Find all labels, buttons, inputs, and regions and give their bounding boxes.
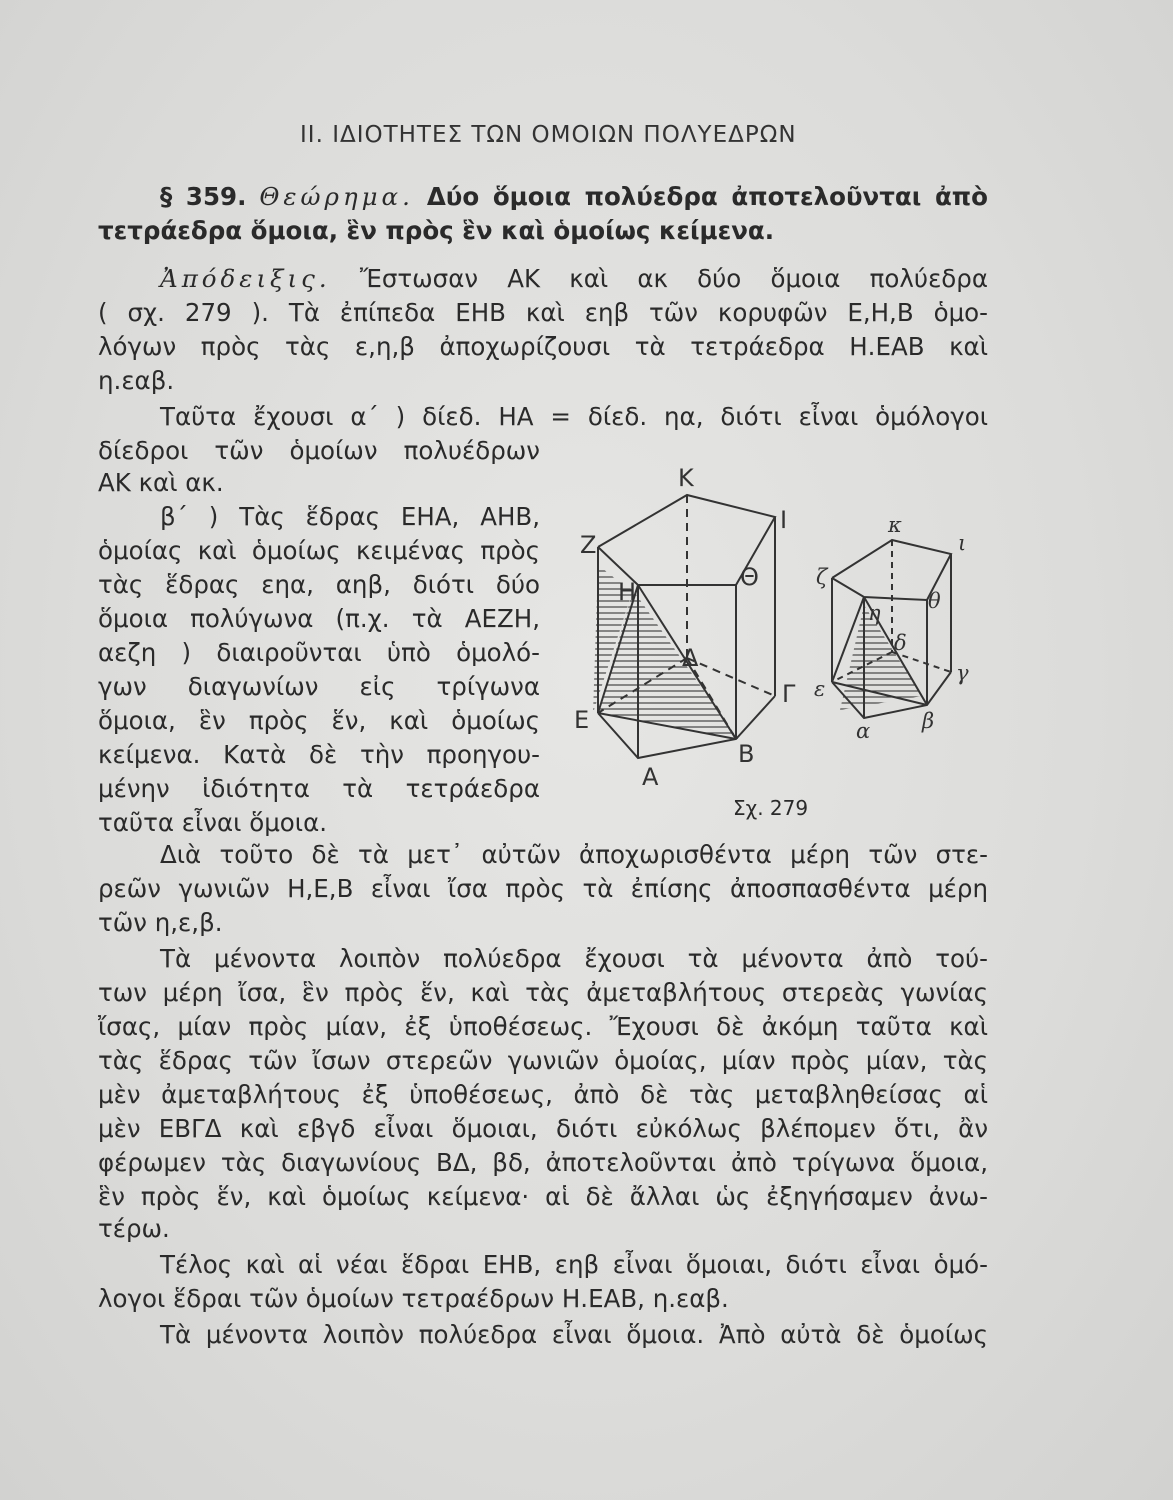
page-header: II. ΙΔΙΟΤΗΤΕΣ ΤΩΝ ΟΜΟΙΩΝ ΠΟΛΥΕΔΡΩΝ <box>300 122 797 148</box>
text-line: τέρω. <box>98 1214 170 1243</box>
label-K: Κ <box>678 464 694 492</box>
small-polyhedron <box>832 540 951 718</box>
label-i: ι <box>958 531 967 555</box>
text-line: ρεῶν γωνιῶν Η,Ε,Β εἶναι ἴσα πρὸς τὰ ἐπίσης ἀποσπασθέντα μέρη <box>98 874 988 903</box>
text-line: γων διαγωνίων εἰς τρίγωνα <box>98 672 540 701</box>
label-Delta: Δ <box>682 644 699 672</box>
label-I: Ι <box>780 506 788 534</box>
label-E: Ε <box>574 706 590 734</box>
text-line: μένην ἰδιότητα τὰ τετράεδρα <box>98 774 540 803</box>
label-gamma: γ <box>956 661 969 685</box>
text-line: δίεδροι τῶν ὁμοίων πολυέδρων <box>98 436 540 465</box>
figure-caption: Σχ. 279 <box>733 796 809 820</box>
text-line: Τέλος καὶ αἱ νέαι ἕδραι ΕΗΒ, εηβ εἶναι ὅμοιαι, διότι εἶναι ὁμό- <box>160 1250 988 1279</box>
theorem-line-2: τετράεδρα ὅμοια, ἓν πρὸς ἓν καὶ ὁμοίως κείμενα. <box>98 216 775 245</box>
proof-label: Ἀπόδειξις. <box>160 264 331 293</box>
text-line: Τὰ μένοντα λοιπὸν πολύεδρα εἶναι ὅμοια. Ἀπὸ αὐτὰ δὲ ὁμοίως <box>160 1320 988 1349</box>
label-beta: β <box>922 709 935 733</box>
label-epsilon: ε <box>814 677 826 701</box>
text-line: Ταῦτα ἔχουσι α΄ ) δίεδ. ΗΑ = δίεδ. ηα, διότι εἶναι ὁμόλογοι <box>160 402 988 431</box>
theorem-number: § 359. <box>160 182 247 211</box>
text-line: αεζη ) διαιροῦνται ὑπὸ ὁμολό- <box>98 638 540 667</box>
text-line: Διὰ τοῦτο δὲ τὰ μετ᾽ αὐτῶν ἀποχωρισθέντα μέρη τῶν στε- <box>160 840 988 869</box>
label-H: Η <box>618 578 637 606</box>
proof-text-1: Ἔστωσαν ΑΚ καὶ ακ δύο ὅμοια πολύεδρα <box>359 264 989 293</box>
text-line: η.εαβ. <box>98 366 175 395</box>
label-Z: Ζ <box>580 531 597 559</box>
text-line: ὁμοίας καὶ ὁμοίως κειμένας πρὸς <box>98 536 540 565</box>
proof-line-1 <box>160 262 988 296</box>
text-line: μὲν ΕΒΓΔ καὶ εβγδ εἶναι ὅμοιαι, διότι εὐκόλως βλέπομεν ὅτι, ἂν <box>98 1114 988 1143</box>
label-A: Α <box>642 763 659 791</box>
text-line: τὰς ἕδρας τῶν ἴσων στερεῶν γωνιῶν ὁμοίας, μίαν πρὸς μίαν, τὰς <box>98 1046 988 1075</box>
label-theta: θ <box>928 589 941 613</box>
theorem-line-1 <box>98 180 988 214</box>
label-eta: η <box>868 601 881 625</box>
text-line: ὅμοια, ἓν πρὸς ἕν, καὶ ὁμοίως <box>98 706 540 735</box>
text-line: λόγων πρὸς τὰς ε,η,β ἀποχωρίζουσι τὰ τετράεδρα Η.ΕΑΒ καὶ <box>98 332 988 361</box>
text-line: ( σχ. 279 ). Τὰ ἐπίπεδα ΕΗΒ καὶ εηβ τῶν κορυφῶν Ε,Η,Β ὁμο- <box>98 298 988 327</box>
theorem-text-1: Δύο ὅμοια πολύεδρα ἀποτελοῦνται ἀπὸ <box>426 182 988 211</box>
label-delta: δ <box>894 631 907 655</box>
label-z: ζ <box>816 565 828 589</box>
figure-279 <box>570 460 1000 830</box>
label-Gamma: Γ <box>782 680 796 708</box>
text-line: τὰς ἕδρας εηα, αηβ, διότι δύο <box>98 570 540 599</box>
text-line: ταῦτα εἶναι ὅμοια. <box>98 808 328 837</box>
text-line: τῶν η,ε,β. <box>98 908 223 937</box>
text-line: μὲν ἀμεταβλήτους ἐξ ὑποθέσεως, ἀπὸ δὲ τὰς μεταβληθείσας αἱ <box>98 1080 988 1109</box>
text-line: Τὰ μένοντα λοιπὸν πολύεδρα ἔχουσι τὰ μένοντα ἀπὸ τού- <box>160 944 988 973</box>
text-line: κείμενα. Κατὰ δὲ τὴν προηγου- <box>98 740 540 769</box>
text-line: ὅμοια πολύγωνα (π.χ. τὰ ΑΕΖΗ, <box>98 604 540 633</box>
text-line: λογοι ἕδραι τῶν ὁμοίων τετραέδρων Η.ΕΑΒ, η.εαβ. <box>98 1284 729 1313</box>
label-Theta: Θ <box>740 563 759 591</box>
large-polyhedron <box>593 495 775 758</box>
text-line: ἓν πρὸς ἕν, καὶ ὁμοίως κείμενα· αἱ δὲ ἄλλαι ὡς ἐξηγήσαμεν ἀνω- <box>98 1182 988 1211</box>
text-line: των μέρη ἴσα, ἓν πρὸς ἕν, καὶ τὰς ἀμεταβλήτους στερεὰς γωνίας <box>98 978 988 1007</box>
text-line: ἴσας, μίαν πρὸς μίαν, ἐξ ὑποθέσεως. Ἔχουσι δὲ ἀκόμη ταῦτα καὶ <box>98 1012 988 1041</box>
text-line: φέρωμεν τὰς διαγωνίους ΒΔ, βδ, ἀποτελοῦνται ἀπὸ τρίγωνα ὅμοια, <box>98 1148 988 1177</box>
theorem-label: Θεώρημα. <box>259 182 414 211</box>
label-alpha: α <box>856 719 871 743</box>
text-line: β΄ ) Τὰς ἕδρας ΕΗΑ, ΑΗΒ, <box>160 502 540 531</box>
label-k: κ <box>888 513 902 537</box>
label-B: Β <box>738 740 755 768</box>
text-line: ΑΚ καὶ ακ. <box>98 468 224 497</box>
